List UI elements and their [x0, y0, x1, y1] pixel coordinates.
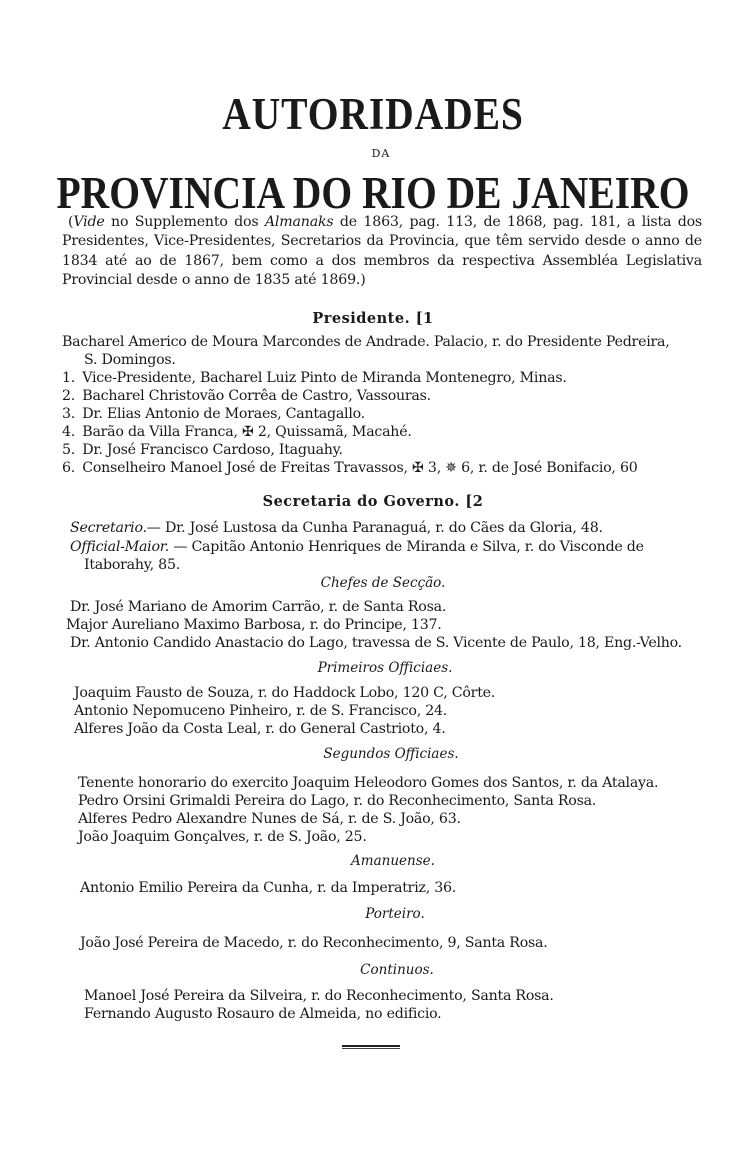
section-divider — [342, 1045, 400, 1049]
intro-vide: Vide — [73, 214, 105, 230]
section-heading-presidente: Presidente. [1 — [312, 310, 434, 327]
intro-almanaks: Almanaks — [264, 214, 334, 230]
official-text: — Capitão Antonio Henriques de Miranda e Silva, r. do Visconde de — [169, 539, 644, 555]
intro-text-a: no Supplemento dos — [104, 214, 265, 230]
list-item: Bacharel Americo de Moura Marcondes de Andrade. Palacio, r. do Presidente Pedreira, — [62, 334, 670, 350]
subheading-primeiros: Primeiros Officiaes. — [317, 660, 453, 676]
subheading-porteiro: Porteiro. — [365, 906, 425, 922]
list-item: Antonio Emilio Pereira da Cunha, r. da Imperatriz, 36. — [80, 880, 457, 896]
intro-open-paren: ( — [68, 214, 74, 230]
list-item: Pedro Orsini Grimaldi Pereira do Lago, r. do Reconhecimento, Santa Rosa. — [78, 793, 597, 809]
list-item: Fernando Augusto Rosauro de Almeida, no edificio. — [84, 1006, 442, 1022]
item-number: 5. — [62, 442, 76, 458]
list-item — [70, 519, 603, 537]
official-label: Official-Maior. — [70, 539, 169, 555]
section-heading-secretaria: Secretaria do Governo. [2 — [262, 493, 484, 510]
list-item: Major Aureliano Maximo Barbosa, r. do Principe, 137. — [66, 617, 442, 633]
list-item — [62, 387, 431, 405]
subheading-continuos: Continuos. — [360, 962, 434, 978]
list-item: Manoel José Pereira da Silveira, r. do Reconhecimento, Santa Rosa. — [84, 988, 554, 1004]
subheading-amanuense: Amanuense. — [351, 853, 435, 869]
item-number: 6. — [62, 460, 76, 476]
subheading-segundos: Segundos Officiaes. — [323, 746, 459, 762]
title-connector: DA — [371, 147, 391, 160]
list-item — [70, 538, 644, 556]
list-item: Antonio Nepomuceno Pinheiro, r. de S. Francisco, 24. — [74, 703, 448, 719]
item-text: Dr. Elias Antonio de Moraes, Cantagallo. — [82, 406, 365, 422]
list-item — [62, 405, 365, 423]
list-item: João Joaquim Gonçalves, r. de S. João, 25. — [78, 829, 367, 845]
list-item: Dr. José Mariano de Amorim Carrão, r. de Santa Rosa. — [70, 599, 447, 615]
list-item: S. Domingos. — [84, 352, 176, 368]
list-item: Alferes Pedro Alexandre Nunes de Sá, r. de S. João, 63. — [78, 811, 461, 827]
secretario-text: — Dr. José Lustosa da Cunha Paranaguá, r. do Cães da Gloria, 48. — [146, 520, 603, 536]
list-item — [62, 459, 638, 477]
item-text: Conselheiro Manoel José de Freitas Travassos, ✠ 3, ✵ 6, r. de José Bonifacio, 60 — [82, 460, 638, 476]
item-text: Dr. José Francisco Cardoso, Itaguahy. — [82, 442, 343, 458]
intro-text-b: de 1863, pag. 113, de 1868, pag. 181, a lista dos Presidentes, Vice-Presidentes, Secretarios da Provincia, que têm servido desde o anno de 1834 até ao de 1867, bem como a dos membros da respectiva Assembléa Legislativa Provincial desde o anno de 1835 até 1869.) — [62, 214, 702, 288]
list-item: Itaborahy, 85. — [84, 557, 180, 573]
item-text: Barão da Villa Franca, ✠ 2, Quissamã, Macahé. — [82, 424, 412, 440]
list-item: Tenente honorario do exercito Joaquim Heleodoro Gomes dos Santos, r. da Atalaya. — [78, 775, 659, 791]
intro-paragraph — [62, 213, 702, 290]
subheading-chefes: Chefes de Secção. — [320, 575, 446, 591]
list-item: Alferes João da Costa Leal, r. do General Castrioto, 4. — [74, 721, 446, 737]
item-text: Bacharel Christovão Corrêa de Castro, Vassouras. — [82, 388, 431, 404]
list-item: João José Pereira de Macedo, r. do Reconhecimento, 9, Santa Rosa. — [80, 935, 548, 951]
list-item: Dr. Antonio Candido Anastacio do Lago, travessa de S. Vicente de Paulo, 18, Eng.-Velho. — [70, 635, 682, 651]
item-number: 3. — [62, 406, 76, 422]
list-item — [62, 441, 343, 459]
item-text: Vice-Presidente, Bacharel Luiz Pinto de Miranda Montenegro, Minas. — [82, 370, 567, 386]
list-item — [62, 423, 412, 441]
list-item: Joaquim Fausto de Souza, r. do Haddock Lobo, 120 C, Côrte. — [74, 685, 496, 701]
item-number: 2. — [62, 388, 76, 404]
item-number: 4. — [62, 424, 76, 440]
secretario-label: Secretario. — [70, 520, 147, 536]
list-item — [62, 369, 567, 387]
page-subtitle: PROVINCIA DO RIO DE JANEIRO — [56, 167, 690, 218]
item-number: 1. — [62, 370, 76, 386]
page-title: AUTORIDADES — [222, 89, 524, 139]
